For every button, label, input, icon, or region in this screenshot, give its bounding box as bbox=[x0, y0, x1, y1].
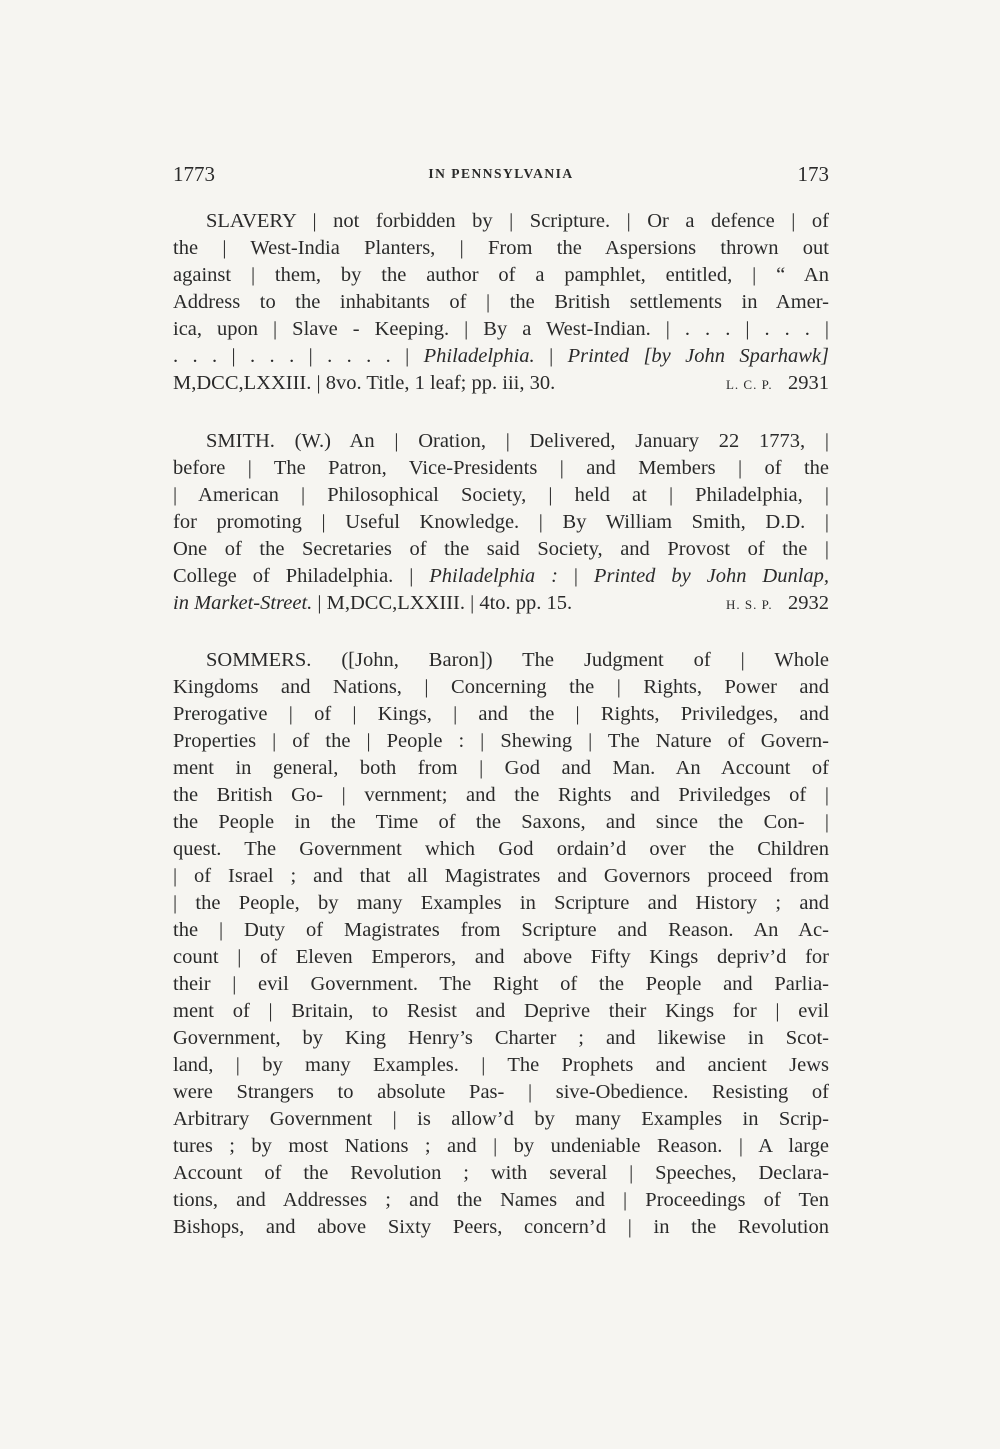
entry-number: 2931 bbox=[788, 372, 829, 394]
imprint-printer: Printed by John Dunlap, bbox=[593, 565, 830, 587]
entry-line bbox=[173, 343, 829, 369]
entry-line: land, | by many Examples. | The Prophets and ancient Jews bbox=[173, 1054, 829, 1076]
entry-line: Prerogative | of | Kings, | and the | Rights, Priviledges, and bbox=[173, 703, 829, 725]
entry-line: Government, by King Henry’s Charter ; and likewise in Scot- bbox=[173, 1027, 829, 1049]
line-separator: | bbox=[549, 345, 554, 367]
imprint-date-format: | M,DCC,LXXIII. | 4to. pp. 15. bbox=[317, 592, 573, 614]
entry-line bbox=[173, 563, 829, 589]
entry-line: ment of | Britain, to Resist and Deprive their Kings for | evil bbox=[173, 1000, 829, 1022]
entry-line: the | Duty of Magistrates from Scripture and Reason. An Ac- bbox=[173, 919, 829, 941]
imprint-date-format: M,DCC,LXXIII. | 8vo. Title, 1 leaf; pp. iii, 30. bbox=[173, 372, 556, 394]
entry-line: tures ; by most Nations ; and | by undeniable Reason. | A large bbox=[173, 1135, 829, 1157]
entry-line: before | The Patron, Vice-Presidents | and Members | of the bbox=[173, 457, 829, 479]
entry-line: | of Israel ; and that all Magistrates and Governors proceed from bbox=[173, 865, 829, 887]
page-number: 173 bbox=[797, 162, 829, 186]
entry-line: One of the Secretaries of the said Society, and Provost of the | bbox=[173, 538, 829, 560]
entry-line: were Strangers to absolute Pas- | sive-Obedience. Resisting of bbox=[173, 1081, 829, 1103]
line-separator: | bbox=[573, 565, 578, 587]
imprint-place: Philadelphia. bbox=[423, 345, 535, 367]
running-title: IN PENNSYLVANIA bbox=[428, 166, 574, 181]
line-text: College of Philadelphia. | bbox=[173, 565, 414, 587]
line-text: . . . | . . . | . . . . | bbox=[173, 345, 410, 367]
entry-line: Address to the inhabitants of | the British settlements in Amer- bbox=[173, 291, 829, 313]
entry-line: SMITH. (W.) An | Oration, | Delivered, January 22 1773, | bbox=[206, 430, 829, 452]
header-year: 1773 bbox=[173, 162, 215, 186]
entry-line bbox=[173, 590, 829, 618]
entry-line: SLAVERY | not forbidden by | Scripture. | Or a defence | of bbox=[206, 210, 829, 232]
entry-line: the People in the Time of the Saxons, and since the Con- | bbox=[173, 811, 829, 833]
entry-line: against | them, by the author of a pamphlet, entitled, | “ An bbox=[173, 264, 829, 286]
library-location: L. C. P. bbox=[725, 377, 773, 392]
entry-line: Account of the Revolution ; with several | Speeches, Declara- bbox=[173, 1162, 829, 1184]
entry-line: count | of Eleven Emperors, and above Fifty Kings depriv’d for bbox=[173, 946, 829, 968]
imprint-printer: Printed [by John Sparhawk] bbox=[567, 345, 830, 367]
entry-line: | the People, by many Examples in Scripture and History ; and bbox=[173, 892, 829, 914]
entry-line: the British Go- | vernment; and the Rights and Priviledges of | bbox=[173, 784, 829, 806]
entry-line: Kingdoms and Nations, | Concerning the | Rights, Power and bbox=[173, 676, 829, 698]
entry-line: ica, upon | Slave - Keeping. | By a West-Indian. | . . . | . . . | bbox=[173, 318, 829, 340]
entry-line: the | West-India Planters, | From the Aspersions thrown out bbox=[173, 237, 829, 259]
entry-line: ment in general, both from | God and Man. An Account of bbox=[173, 757, 829, 779]
entry-number: 2932 bbox=[788, 592, 829, 614]
entry-line: tions, and Addresses ; and the Names and | Proceedings of Ten bbox=[173, 1189, 829, 1211]
entry-line: their | evil Government. The Right of the People and Parlia- bbox=[173, 973, 829, 995]
imprint-place: Philadelphia : bbox=[429, 565, 558, 587]
entry-line: Arbitrary Government | is allow’d by many Examples in Scrip- bbox=[173, 1108, 829, 1130]
page-header bbox=[173, 158, 829, 192]
entry-line: for promoting | Useful Knowledge. | By William Smith, D.D. | bbox=[173, 511, 829, 533]
library-location: H. S. P. bbox=[725, 597, 773, 612]
imprint-street: in Market-Street. bbox=[173, 592, 313, 614]
entry-line: | American | Philosophical Society, | held at | Philadelphia, | bbox=[173, 484, 829, 506]
entry-line: Properties | of the | People : | Shewing | The Nature of Govern- bbox=[173, 730, 829, 752]
entry-line: Bishops, and above Sixty Peers, concern’d | in the Revolution bbox=[173, 1216, 829, 1238]
entry-line: SOMMERS. ([John, Baron]) The Judgment of | Whole bbox=[206, 649, 829, 671]
entry-line bbox=[173, 370, 829, 398]
entry-line: quest. The Government which God ordain’d over the Children bbox=[173, 838, 829, 860]
